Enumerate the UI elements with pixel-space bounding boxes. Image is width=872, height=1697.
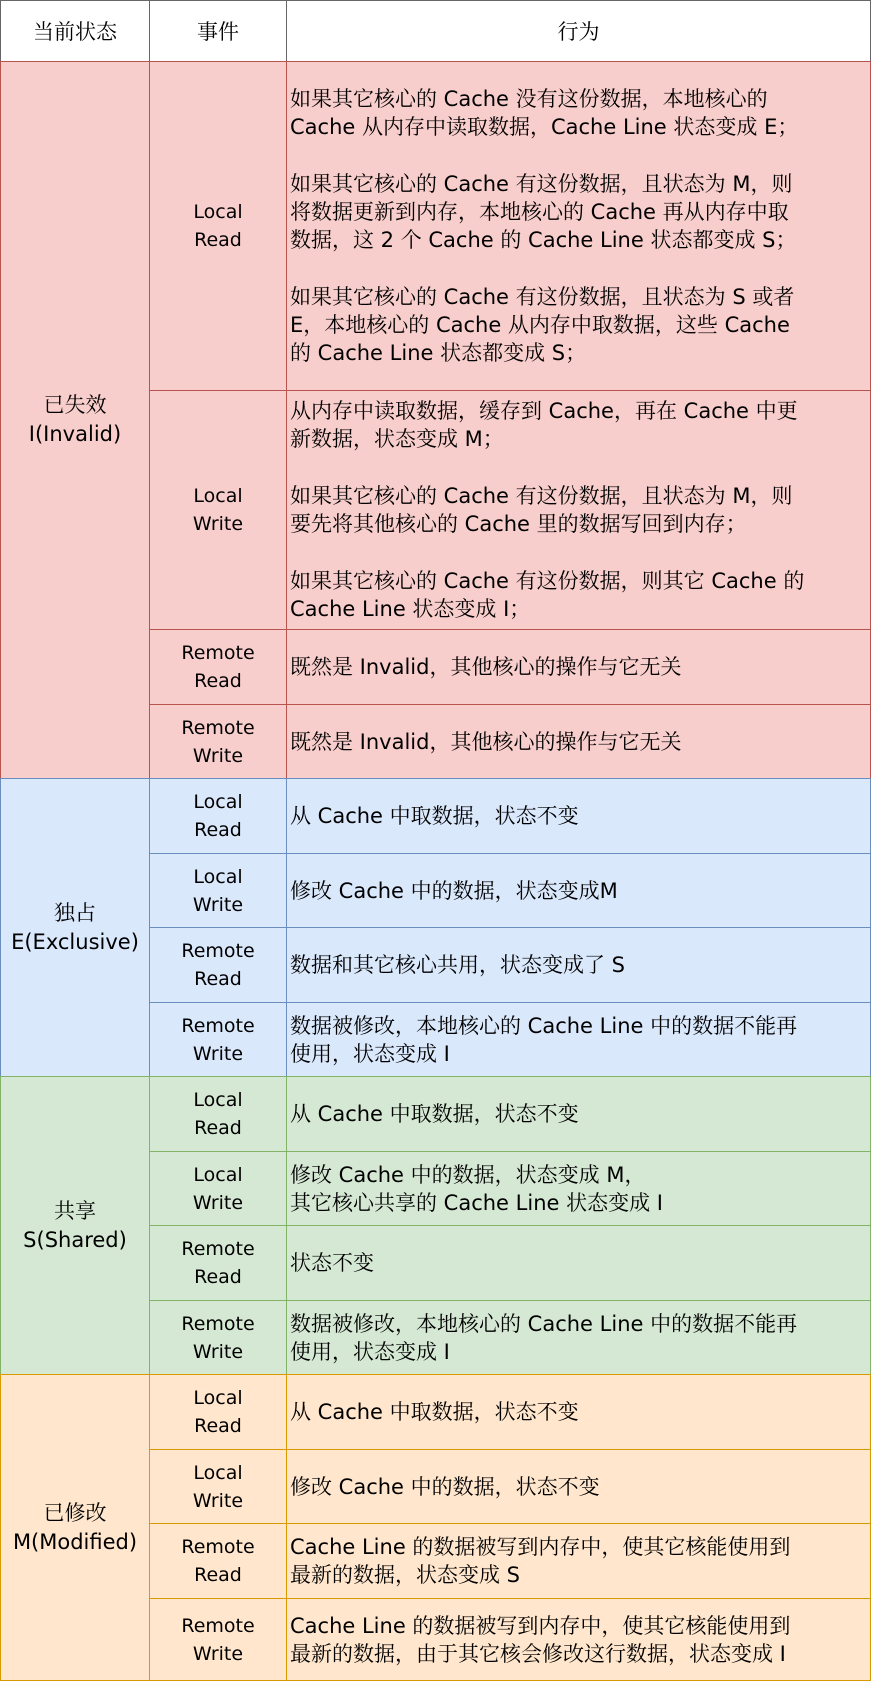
action-cell xyxy=(286,1523,871,1599)
paragraph-gap xyxy=(290,453,864,482)
action-paragraph xyxy=(290,1473,864,1501)
action-text: 修改 Cache 中的数据，状态变成M xyxy=(290,878,618,903)
action-text: 数据，这 2 个 Cache 的 Cache Line 状态都变成 S； xyxy=(290,228,797,252)
event-cell xyxy=(149,1225,287,1301)
action-cell xyxy=(286,1300,871,1375)
action-text: 最新的数据，状态变成 S xyxy=(290,1563,521,1587)
event-label: Remote xyxy=(181,716,255,739)
event-label: Write xyxy=(192,893,244,916)
event-cell xyxy=(149,1598,287,1681)
action-text: 数据和其它核心共用，状态变成了 S xyxy=(290,953,626,977)
action-cell xyxy=(286,1449,871,1524)
event-cell xyxy=(149,1523,287,1599)
action-text: 将数据更新到内存，本地核心的 Cache 再从内存中取 xyxy=(290,200,789,224)
action-text: 如果其它核心的 Cache 有这份数据，且状态为 M，则 xyxy=(290,484,793,508)
action-paragraph xyxy=(290,170,864,254)
action-text: 新数据，状态变成 M； xyxy=(290,427,504,451)
event-label: Local xyxy=(193,1089,243,1111)
event-label: Write xyxy=(192,1191,244,1214)
action-cell xyxy=(286,390,871,630)
event-cell xyxy=(149,1374,287,1450)
action-text: 数据被修改，本地核心的 Cache Line 中的数据不能再 xyxy=(290,1013,798,1038)
action-cell xyxy=(286,778,871,854)
state-label: S(Shared) xyxy=(23,1227,127,1252)
event-label: Write xyxy=(192,1340,244,1363)
state-cell-shared xyxy=(0,1076,150,1375)
action-paragraph xyxy=(290,1398,864,1426)
event-label: Read xyxy=(194,1117,242,1139)
action-paragraph xyxy=(290,567,864,623)
state-label: 已失效 xyxy=(43,393,107,417)
action-cell xyxy=(286,853,871,928)
action-text: 的 Cache Line 状态都变成 S； xyxy=(290,341,587,365)
state-label: 共享 xyxy=(54,1198,96,1223)
event-label: Read xyxy=(194,1415,242,1437)
action-text: 既然是 Invalid，其他核心的操作与它无关 xyxy=(290,655,682,679)
event-cell xyxy=(149,1449,287,1524)
paragraph-gap xyxy=(290,254,864,283)
event-cell xyxy=(149,778,287,854)
event-label: Read xyxy=(194,968,242,990)
event-label: Write xyxy=(192,744,244,767)
action-paragraph xyxy=(290,1249,864,1277)
header-event: 事件 xyxy=(149,0,287,62)
action-cell xyxy=(286,704,871,779)
action-text: 从 Cache 中取数据，状态不变 xyxy=(290,804,579,828)
action-text: Cache Line 状态变成 I； xyxy=(290,597,531,621)
action-cell xyxy=(286,1598,871,1681)
state-label: 独占 xyxy=(54,900,96,925)
action-text: 如果其它核心的 Cache 有这份数据，且状态为 S 或者 xyxy=(290,285,795,309)
event-label: Write xyxy=(192,1489,244,1512)
action-paragraph xyxy=(290,802,864,830)
event-cell xyxy=(149,1076,287,1152)
event-label: Remote xyxy=(181,940,255,962)
action-text: 使用，状态变成 I xyxy=(290,1041,450,1066)
action-paragraph xyxy=(290,951,864,979)
event-label: Remote xyxy=(181,1536,255,1558)
action-paragraph xyxy=(290,85,864,141)
action-cell xyxy=(286,1002,871,1077)
header-state: 当前状态 xyxy=(0,0,150,62)
event-cell xyxy=(149,390,287,630)
action-text: 从 Cache 中取数据，状态不变 xyxy=(290,1102,579,1126)
action-paragraph xyxy=(290,1012,864,1068)
event-cell xyxy=(149,629,287,705)
paragraph-gap xyxy=(290,141,864,170)
action-text: 最新的数据，由于其它核会修改这行数据，状态变成 I xyxy=(290,1641,786,1666)
event-label: Remote xyxy=(181,642,255,664)
action-cell xyxy=(286,629,871,705)
action-cell xyxy=(286,927,871,1003)
action-text: 如果其它核心的 Cache 有这份数据，且状态为 M，则 xyxy=(290,172,793,196)
action-cell xyxy=(286,1374,871,1450)
state-cell-invalid xyxy=(0,61,150,779)
action-text: E，本地核心的 Cache 从内存中取数据，这些 Cache xyxy=(290,313,790,337)
action-cell xyxy=(286,61,871,391)
action-cell xyxy=(286,1151,871,1226)
action-paragraph xyxy=(290,482,864,538)
state-label: E(Exclusive) xyxy=(11,929,139,954)
action-paragraph xyxy=(290,1100,864,1128)
event-label: Local xyxy=(193,791,243,813)
state-label: M(Modified) xyxy=(12,1529,138,1554)
action-text: 从内存中读取数据，缓存到 Cache，再在 Cache 中更 xyxy=(290,399,798,423)
event-label: Write xyxy=(192,1642,244,1665)
event-label: Read xyxy=(194,229,242,251)
action-text: 数据被修改，本地核心的 Cache Line 中的数据不能再 xyxy=(290,1311,798,1336)
state-cell-modified xyxy=(0,1374,150,1681)
action-paragraph xyxy=(290,877,864,905)
state-label: I(Invalid) xyxy=(28,422,122,446)
action-paragraph xyxy=(290,728,864,756)
action-text: 修改 Cache 中的数据，状态变成 M， xyxy=(290,1162,646,1187)
event-label: Local xyxy=(193,201,243,223)
header-action: 行为 xyxy=(286,0,871,62)
event-cell xyxy=(149,927,287,1003)
action-paragraph xyxy=(290,1310,864,1366)
event-cell xyxy=(149,61,287,391)
action-paragraph xyxy=(290,283,864,367)
event-cell xyxy=(149,853,287,928)
action-text: Cache 从内存中读取数据，Cache Line 状态变成 E； xyxy=(290,115,799,139)
state-cell-exclusive xyxy=(0,778,150,1077)
action-cell xyxy=(286,1225,871,1301)
event-label: Local xyxy=(193,865,243,888)
action-text: 既然是 Invalid，其他核心的操作与它无关 xyxy=(290,729,682,754)
event-label: Remote xyxy=(181,1312,255,1335)
action-text: 修改 Cache 中的数据，状态不变 xyxy=(290,1474,600,1499)
state-label: 已修改 xyxy=(43,1500,107,1525)
event-label: Read xyxy=(194,1564,242,1586)
event-label: Local xyxy=(193,1461,243,1484)
action-cell xyxy=(286,1076,871,1152)
event-cell xyxy=(149,1300,287,1375)
event-label: Remote xyxy=(181,1614,255,1637)
event-label: Remote xyxy=(181,1014,255,1037)
event-label: Write xyxy=(192,1042,244,1065)
paragraph-gap xyxy=(290,538,864,567)
action-text: 其它核心共享的 Cache Line 状态变成 I xyxy=(290,1190,663,1215)
action-text: Cache Line 的数据被写到内存中，使其它核能使用到 xyxy=(290,1535,791,1559)
action-text: 状态不变 xyxy=(290,1251,374,1275)
action-text: 从 Cache 中取数据，状态不变 xyxy=(290,1400,579,1424)
action-text: 如果其它核心的 Cache 有这份数据，则其它 Cache 的 xyxy=(290,569,805,593)
action-paragraph xyxy=(290,397,864,453)
event-label: Remote xyxy=(181,1238,255,1260)
event-cell xyxy=(149,1151,287,1226)
event-label: Read xyxy=(194,819,242,841)
action-paragraph xyxy=(290,653,864,681)
event-label: Read xyxy=(194,670,242,692)
action-paragraph xyxy=(290,1161,864,1217)
action-paragraph xyxy=(290,1612,864,1668)
event-label: Local xyxy=(193,485,243,507)
action-paragraph xyxy=(290,1533,864,1589)
action-text: 使用，状态变成 I xyxy=(290,1339,450,1364)
event-label: Local xyxy=(193,1163,243,1186)
event-label: Local xyxy=(193,1387,243,1409)
event-cell xyxy=(149,1002,287,1077)
event-cell xyxy=(149,704,287,779)
action-text: 如果其它核心的 Cache 没有这份数据，本地核心的 xyxy=(290,87,768,111)
event-label: Write xyxy=(192,513,244,535)
event-label: Read xyxy=(194,1266,242,1288)
action-text: Cache Line 的数据被写到内存中，使其它核能使用到 xyxy=(290,1613,791,1638)
action-text: 要先将其他核心的 Cache 里的数据写回到内存； xyxy=(290,512,747,536)
